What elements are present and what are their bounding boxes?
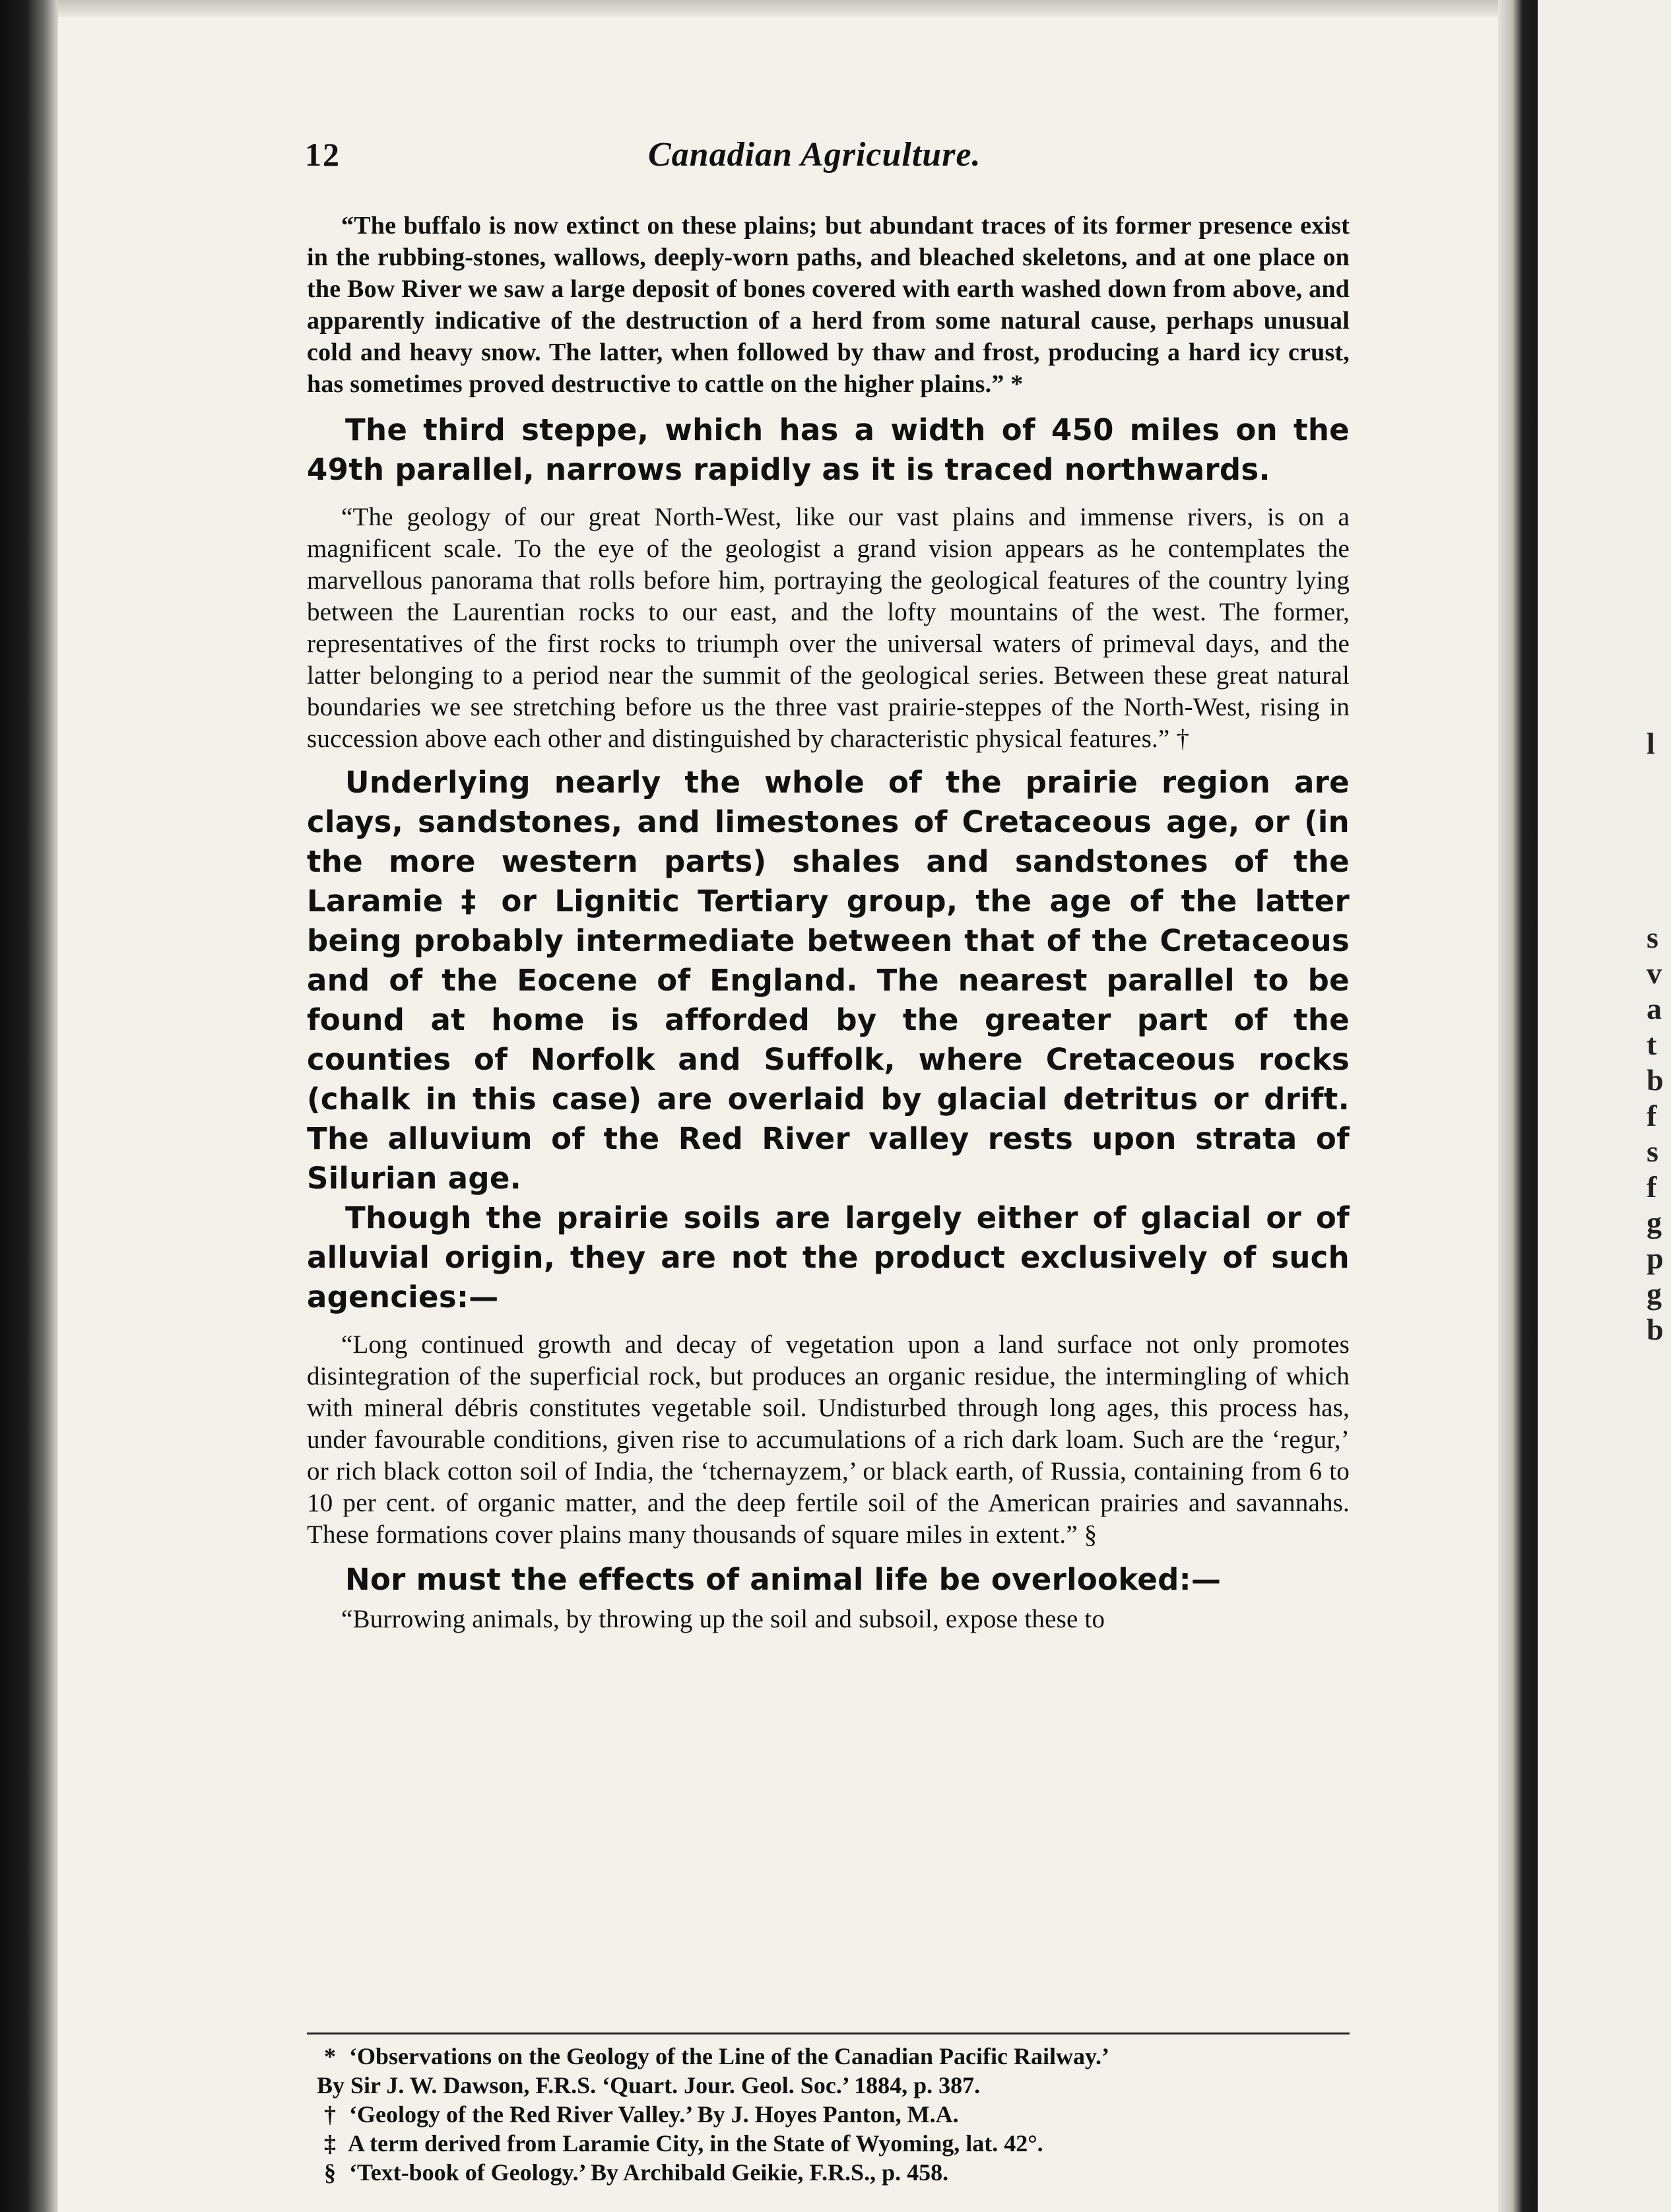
footnote-text: ‘Observations on the Geology of the Line of the Canadian Pacific Railway.’ (349, 2043, 1109, 2069)
footnote-rule (307, 2033, 1350, 2034)
quote-geology: “The geology of our great North-West, like our vast plains and immense rivers, is on a magnificent scale. To the eye of the geologist a grand vision appears as he contemplates the marvellous panorama that rolls before him, portraying the geological features of the country lying between the Laurentian rocks to our east, and the lofty mountains of the west. The former, representatives of the first rocks to triumph over the universal waters of primeval days, and the latter belonging to a period near the summit of the geological series. Between these great natural boundaries we see stretching before us the three vast prairie-steppes of the North-West, rising in succession above each other and distinguished by characteristic physical features.” † (307, 503, 1350, 753)
facing-page-fragment (1538, 0, 1671, 2212)
facing-letter: b (1647, 1063, 1664, 1097)
footnote-item (317, 2100, 1346, 2129)
book-spine-gutter (1498, 0, 1539, 2212)
footnote-mark: § (324, 2159, 336, 2186)
footnote-text: ‘Text-book of Geology.’ By Archibald Geikie, F.R.S., p. 458. (349, 2159, 949, 2186)
footnote-item (317, 2158, 1346, 2187)
footnote-text: ‘Geology of the Red River Valley.’ By J. Hoyes Panton, M.A. (349, 2101, 959, 2128)
quote-long-continued: “Long continued growth and decay of vegetation upon a land surface not only promotes disintegration of the superficial rock, but produces an organic residue, the intermingling of which with mineral débris constitutes vegetable soil. Undisturbed through long ages, this process has, under favourable conditions, given rise to accumulations of a rich dark loam. Such are the ‘regur,’ or rich black cotton soil of India, the ‘tchernayzem,’ or black earth, of Russia, containing from 6 to 10 per cent. of organic matter, and the deep fertile soil of the American prairies and savannahs. These formations cover plains many thousands of square miles in extent.” § (307, 1330, 1350, 1549)
paragraph-though: Though the prairie soils are largely either of glacial or of alluvial origin, they are not the product exclusively of such agencies:— (307, 1200, 1350, 1315)
page-number: 12 (305, 136, 341, 173)
top-page-shadow (58, 0, 1503, 17)
facing-letter: a (1647, 992, 1662, 1025)
paragraph-underlying: Underlying nearly the whole of the prairie region are clays, sandstones, and limestones of Cretaceous age, or (in the more western parts) shales and sandstones of the Laramie ‡ or Lignitic Tertiary group, the age of the latter being probably intermediate between that of the Cretaceous and of the Eocene of England. The nearest parallel to be found at home is afforded by the greater part of the counties of Norfolk and Suffolk, where Cretaceous rocks (chalk in this case) are overlaid by glacial detritus or drift. The alluvium of the Red River valley rests upon strata of Silurian age. (307, 765, 1350, 1196)
quote-burrowing: “Burrowing animals, by throwing up the soil and subsoil, expose these to (341, 1605, 1105, 1633)
left-scan-edge (0, 0, 58, 2212)
footnote-mark: † (324, 2101, 336, 2128)
facing-letter: v (1647, 956, 1662, 990)
facing-page-letters (1647, 726, 1671, 1348)
facing-letter: s (1647, 1134, 1658, 1168)
facing-letter: f (1647, 1170, 1657, 1204)
quote-buffalo: “The buffalo is now extinct on these plains; but abundant traces of its former presence exist in the rubbing-stones, wallows, deeply-worn paths, and bleached skeletons, and at one place on the Bow River we saw a large deposit of bones covered with earth washed down from above, and apparently indicative of the destruction of a herd from some natural cause, perhaps unusual cold and heavy snow. The latter, when followed by thaw and frost, producing a hard icy crust, has sometimes proved destructive to cattle on the higher plains.” * (307, 212, 1350, 398)
footnote-item (317, 2129, 1346, 2158)
footnote-mark: ‡ (324, 2130, 336, 2157)
body-text (307, 210, 1350, 1635)
footnote-text: A term derived from Laramie City, in the State of Wyoming, lat. 42°. (348, 2130, 1043, 2157)
facing-letter: g (1647, 1206, 1662, 1239)
facing-letter: g (1647, 1277, 1662, 1311)
running-head (305, 135, 1348, 181)
facing-letter: l (1647, 727, 1655, 760)
footnote-mark: * (324, 2043, 336, 2069)
footnote-item (317, 2042, 1346, 2071)
footnote-continuation: By Sir J. W. Dawson, F.R.S. ‘Quart. Jour. Geol. Soc.’ 1884, p. 387. (317, 2072, 981, 2098)
running-title: Canadian Agriculture. (648, 136, 981, 174)
paragraph-third-steppe: The third steppe, which has a width of 450 miles on the 49th parallel, narrows rapidly as it is traced northwards. (307, 412, 1350, 487)
facing-letter: p (1647, 1241, 1664, 1275)
footnotes (317, 2042, 1346, 2187)
facing-letter: f (1647, 1099, 1657, 1132)
facing-letter: t (1647, 1027, 1657, 1061)
facing-letter: b (1647, 1313, 1664, 1346)
facing-letter: s (1647, 921, 1658, 954)
paragraph-nor: Nor must the effects of animal life be overlooked:— (345, 1562, 1222, 1597)
